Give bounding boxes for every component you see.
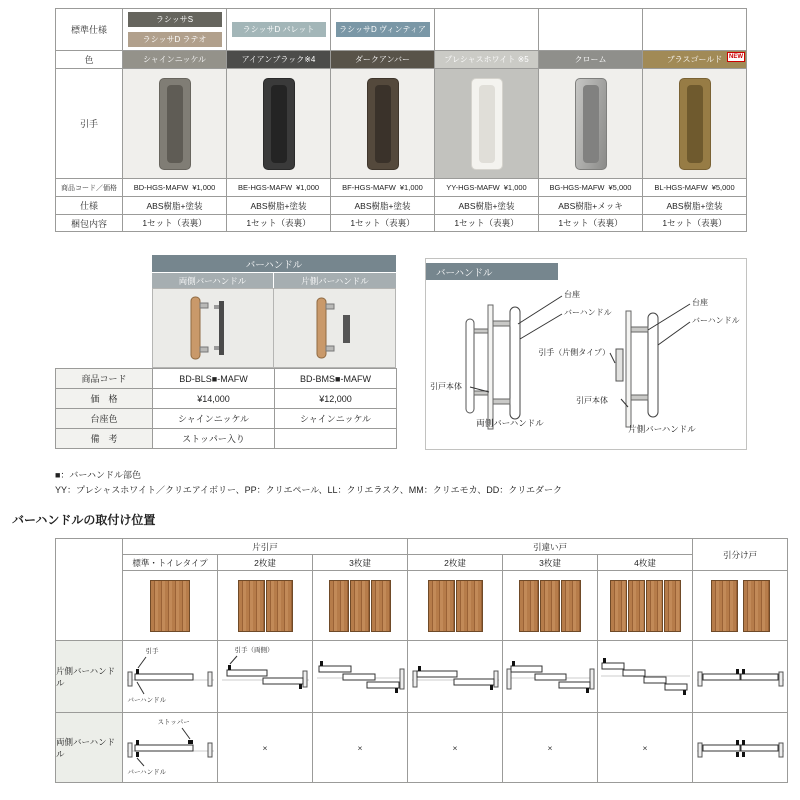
pull-recess (167, 85, 183, 163)
row-label-pull: 引手 (56, 69, 123, 179)
bar-handle-col-single: 片側バーハンドル (274, 273, 396, 288)
door-panel (540, 580, 560, 632)
cross-mark: × (503, 713, 598, 783)
label-hikite: 引手 (145, 647, 159, 655)
spec-5: ABS樹脂+塗装 (643, 197, 747, 215)
door-panel (743, 580, 770, 632)
price: ¥1,000 (192, 183, 216, 192)
door-panel (238, 580, 265, 632)
pull-recess (479, 85, 495, 163)
mount-diagram (219, 645, 312, 709)
bar-handle-single-graphic (275, 289, 395, 367)
bh-base-color-single: シャインニッケル (275, 409, 397, 429)
package-4: 1セット（表裏） (539, 215, 643, 232)
door-thumb-2mai-chigai (408, 571, 503, 641)
door-set (693, 571, 787, 640)
color-name: ブラスゴールド (666, 55, 723, 64)
package-3: 1セット（表裏） (435, 215, 539, 232)
bar-handle-both-graphic (153, 289, 273, 367)
color-header-iron-black (227, 51, 331, 69)
pull-image-precious-white (435, 69, 539, 179)
spec-1: ABS樹脂+塗装 (227, 197, 331, 215)
pull-handle-graphic (367, 78, 399, 170)
door-thumb-hikiwake (693, 571, 788, 641)
mount-diagram (504, 645, 597, 709)
series-badge-lasissa-s: ラシッサS (128, 12, 222, 27)
mount-diagram (599, 645, 692, 709)
door-set (313, 571, 407, 640)
pull-recess (583, 85, 599, 163)
col-header-4mai-chigai: 4枚建 (598, 555, 693, 571)
code-price-4 (539, 179, 643, 197)
mount-cell-single-2mai-kata (218, 641, 313, 713)
door-set (218, 571, 312, 640)
plan-diagram-3mai (314, 645, 407, 709)
bh-note-both: ストッパー入り (153, 429, 275, 449)
pull-handle-graphic (471, 78, 503, 170)
door-set (408, 571, 502, 640)
col-header-standard-toilet: 標準・トイレタイプ (123, 555, 218, 571)
color-header-shine-nickel (123, 51, 227, 69)
spec-4: ABS樹脂+メッキ (539, 197, 643, 215)
mount-cell-single-hikiwake (693, 641, 788, 713)
label-door-body-left: 引戸本体 (430, 382, 462, 391)
label-hikite-both: 引手（両側） (234, 646, 274, 654)
door-panel (519, 580, 539, 632)
product-code: BE-HGS-MAFW (237, 183, 293, 192)
row-label-code-price: 商品コード／価格 (56, 179, 123, 197)
package-0: 1セット（表裏） (123, 215, 227, 232)
label-daiza-left: 台座 (564, 290, 580, 299)
mount-cell-single-2mai-chigai (408, 641, 503, 713)
plan-diagram-3mai-chigai (504, 645, 597, 709)
pull-handle-graphic (679, 78, 711, 170)
col-header-2mai-chigai: 2枚建 (408, 555, 503, 571)
door-set (503, 571, 597, 640)
mount-empty-corner (56, 539, 123, 641)
mount-cell-single-3mai-chigai (503, 641, 598, 713)
door-thumb-3mai-kata (313, 571, 408, 641)
bar-handle-image-both (152, 288, 274, 368)
bh-note-single (275, 429, 397, 449)
plan-diagram-2mai (219, 645, 312, 709)
caption-both-side: 両側バーハンドル (476, 418, 544, 428)
mount-cell-single-3mai-kata (313, 641, 408, 713)
door-panel (610, 580, 627, 632)
label-bar-handle: バーハンドル (127, 768, 167, 776)
mount-position-table (55, 538, 788, 783)
bar-handle-title: バーハンドル (152, 255, 396, 272)
door-panel (561, 580, 581, 632)
price: ¥5,000 (711, 183, 735, 192)
row-label-single-bar-handle: 片側バーハンドル (56, 641, 123, 713)
col-header-3mai-chigai: 3枚建 (503, 555, 598, 571)
plan-diagram-2mai-chigai (409, 645, 502, 709)
row-label-spec: 仕様 (56, 197, 123, 215)
plan-diagram-4mai-chigai (599, 645, 692, 709)
series-cell-shine-nickel (123, 9, 227, 51)
door-panel (329, 580, 349, 632)
label-bar-handle-left: バーハンドル (564, 308, 612, 317)
color-header-brass-gold (643, 51, 747, 69)
color-header-precious-white (435, 51, 539, 69)
series-cell-empty-3 (643, 9, 747, 51)
color-name: クローム (574, 55, 607, 64)
pull-handle-spec-table (55, 8, 747, 232)
pull-image-brass-gold (643, 69, 747, 179)
product-code: BD-HGS-MAFW (133, 183, 189, 192)
door-panel (628, 580, 645, 632)
group-header-kata-hikido: 片引戸 (123, 539, 408, 555)
color-name: シャインニッケル (142, 55, 207, 64)
package-1: 1セット（表裏） (227, 215, 331, 232)
mount-diagram (694, 716, 787, 780)
series-badge-lasissa-d-palette: ラシッサD パレット (232, 22, 326, 37)
row-label-color: 色 (56, 51, 123, 69)
note-bar-handle-color: ■：バーハンドル部色 (55, 470, 141, 480)
spec-2: ABS樹脂+塗装 (331, 197, 435, 215)
series-cell-empty-1 (435, 9, 539, 51)
pull-handle-graphic (575, 78, 607, 170)
product-code: YY-HGS-MAFW (446, 183, 500, 192)
mount-diagram (409, 645, 502, 709)
code-price-1 (227, 179, 331, 197)
code-price-0 (123, 179, 227, 197)
bh-code-both: BD-BLS■-MAFW (153, 369, 275, 389)
diagram-title: バーハンドル (426, 263, 558, 280)
pull-handle-graphic (159, 78, 191, 170)
color-header-chrome (539, 51, 643, 69)
product-code: BG-HGS-MAFW (549, 183, 605, 192)
pull-image-iron-black (227, 69, 331, 179)
door-set (598, 571, 692, 640)
door-panel (350, 580, 370, 632)
code-price-3 (435, 179, 539, 197)
group-header-hikichigai: 引違い戸 (408, 539, 693, 555)
pull-recess (687, 85, 703, 163)
color-name: アイアンブラック※4 (241, 55, 316, 64)
pull-image-dark-amber (331, 69, 435, 179)
mount-diagram (694, 645, 787, 709)
caption-single-side: 片側バーハンドル (628, 424, 696, 434)
mount-table-title: バーハンドルの取付け位置 (12, 513, 156, 527)
price: ¥1,000 (399, 183, 423, 192)
bar-handle-image-single (273, 288, 396, 368)
series-cell-empty-2 (539, 9, 643, 51)
door-panel (664, 580, 681, 632)
pull-image-chrome (539, 69, 643, 179)
door-thumb-2mai-kata (218, 571, 313, 641)
bh-price-single: ¥12,000 (275, 389, 397, 409)
bh-base-color-both: シャインニッケル (153, 409, 275, 429)
door-panel (371, 580, 391, 632)
mount-cell-single-4mai-chigai (598, 641, 693, 713)
pull-recess (271, 85, 287, 163)
group-header-hikiwake: 引分け戸 (693, 539, 788, 571)
bar-handle-data-grid (55, 368, 397, 449)
code-price-2 (331, 179, 435, 197)
color-header-dark-amber (331, 51, 435, 69)
door-panel (150, 580, 190, 632)
bh-row-label-price: 価 格 (56, 389, 153, 409)
door-thumb-4mai-chigai (598, 571, 693, 641)
row-label-package: 梱包内容 (56, 215, 123, 232)
product-code: BF-HGS-MAFW (342, 183, 396, 192)
spec-0: ABS樹脂+塗装 (123, 197, 227, 215)
plan-diagram-hikiwake (694, 645, 787, 709)
door-panel (266, 580, 293, 632)
row-label-standard-spec: 標準仕様 (56, 9, 123, 51)
bar-handle-diagram (425, 258, 747, 450)
label-bar-handle-right: バーハンドル (692, 316, 740, 325)
mount-cell-single-standard (123, 641, 218, 713)
col-header-3mai-kata: 3枚建 (313, 555, 408, 571)
plan-diagram-both-hikiwake (694, 716, 787, 780)
spec-3: ABS樹脂+塗装 (435, 197, 539, 215)
price: ¥1,000 (503, 183, 527, 192)
mount-cell-both-standard (123, 713, 218, 783)
note-color-codes: YY：プレシャスホワイト／クリエアイボリー、PP：クリエペール、LL：クリエラスク、MM：クリエモカ、DD：クリエダーク (55, 485, 563, 495)
color-name: ダークアンバー (354, 55, 411, 64)
mount-diagram (124, 645, 217, 709)
product-code: BL-HGS-MAFW (654, 183, 708, 192)
door-panel (646, 580, 663, 632)
label-hikite-single-type: 引手（片側タイプ） (538, 348, 610, 357)
bar-handle-table (55, 255, 396, 449)
cross-mark: × (598, 713, 693, 783)
bh-row-label-base-color: 台座色 (56, 409, 153, 429)
mount-cell-both-hikiwake (693, 713, 788, 783)
door-panel (456, 580, 483, 632)
price: ¥1,000 (296, 183, 320, 192)
cross-mark: × (408, 713, 503, 783)
label-bar-handle: バーハンドル (127, 696, 167, 704)
bh-row-label-note: 備 考 (56, 429, 153, 449)
col-header-2mai-kata: 2枚建 (218, 555, 313, 571)
door-set (123, 571, 217, 640)
bh-code-single: BD-BMS■-MAFW (275, 369, 397, 389)
package-2: 1セット（表裏） (331, 215, 435, 232)
label-daiza-right: 台座 (692, 298, 708, 307)
door-panel (428, 580, 455, 632)
pull-image-shine-nickel (123, 69, 227, 179)
label-door-body-right: 引戸本体 (576, 396, 608, 405)
series-cell-iron-black (227, 9, 331, 51)
door-panel (711, 580, 738, 632)
mount-diagram (124, 716, 217, 780)
series-badge-lasissa-d-lateo: ラシッサD ラテオ (128, 32, 222, 47)
mount-diagram (314, 645, 407, 709)
bar-handle-col-both: 両側バーハンドル (152, 273, 273, 288)
door-thumb-3mai-chigai (503, 571, 598, 641)
pull-recess (375, 85, 391, 163)
code-price-5 (643, 179, 747, 197)
new-badge: NEW (729, 54, 743, 60)
package-5: 1セット（表裏） (643, 215, 747, 232)
cross-mark: × (313, 713, 408, 783)
pull-handle-graphic (263, 78, 295, 170)
door-thumb-standard (123, 571, 218, 641)
series-cell-dark-amber (331, 9, 435, 51)
label-stopper: ストッパー (157, 718, 190, 726)
price: ¥5,000 (608, 183, 632, 192)
color-name: プレシャスホワイト ※5 (444, 55, 529, 64)
bh-price-both: ¥14,000 (153, 389, 275, 409)
series-badge-lasissa-d-vintia: ラシッサD ヴィンティア (336, 22, 430, 37)
row-label-both-bar-handle: 両側バーハンドル (56, 713, 123, 783)
cross-mark: × (218, 713, 313, 783)
bh-row-label-code: 商品コード (56, 369, 153, 389)
